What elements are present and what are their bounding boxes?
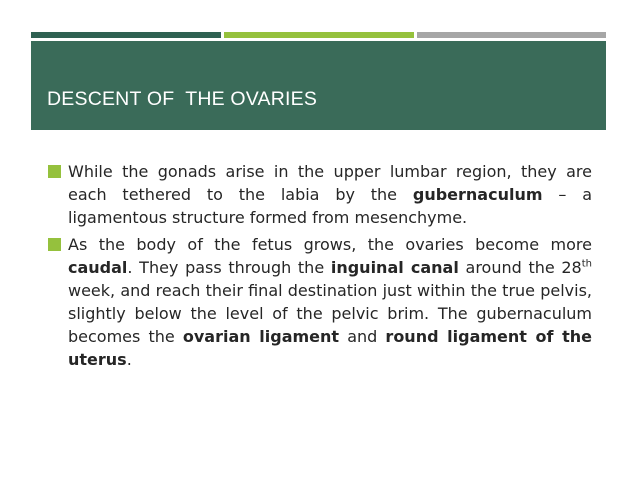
title-bar — [31, 41, 606, 130]
bullet-text: – a ligamentous structure formed from mesenchyme. — [68, 185, 592, 227]
slide-title: DESCENT OF THE OVARIES — [47, 88, 318, 110]
bullet-text: While the gonads arise in the upper lumbar region, they are each tethered to the labia by the — [68, 162, 592, 204]
bullet-item-gonads — [48, 160, 592, 229]
bullet-text: . They pass through the — [127, 258, 331, 277]
bullet-text: week, and reach their final destination just within the true pelvis, slightly below the level of the pelvic brim. The gubernaculum becomes the — [68, 281, 592, 346]
ordinal-suffix: th — [581, 258, 593, 270]
bullet-text: . — [126, 350, 132, 369]
square-bullet-icon — [48, 238, 61, 251]
top-stripe-dark — [31, 32, 221, 38]
top-stripe-green — [224, 32, 414, 38]
square-bullet-icon — [48, 165, 61, 178]
top-stripe-gray — [417, 32, 606, 38]
bullet-text: around the 28 — [458, 258, 582, 277]
bullet-text: As the body of the fetus grows, the ovaries become more — [68, 235, 592, 254]
bullet-item-fetus-growth — [48, 233, 592, 371]
bold-term: caudal — [68, 258, 128, 277]
bullet-text: and — [339, 327, 386, 346]
bold-term: ovarian ligament — [182, 327, 340, 346]
bold-term: round ligament of the uterus — [68, 327, 593, 369]
bold-term: inguinal canal — [330, 258, 459, 277]
slide-content — [48, 160, 592, 375]
bold-term: gubernaculum — [412, 185, 543, 204]
